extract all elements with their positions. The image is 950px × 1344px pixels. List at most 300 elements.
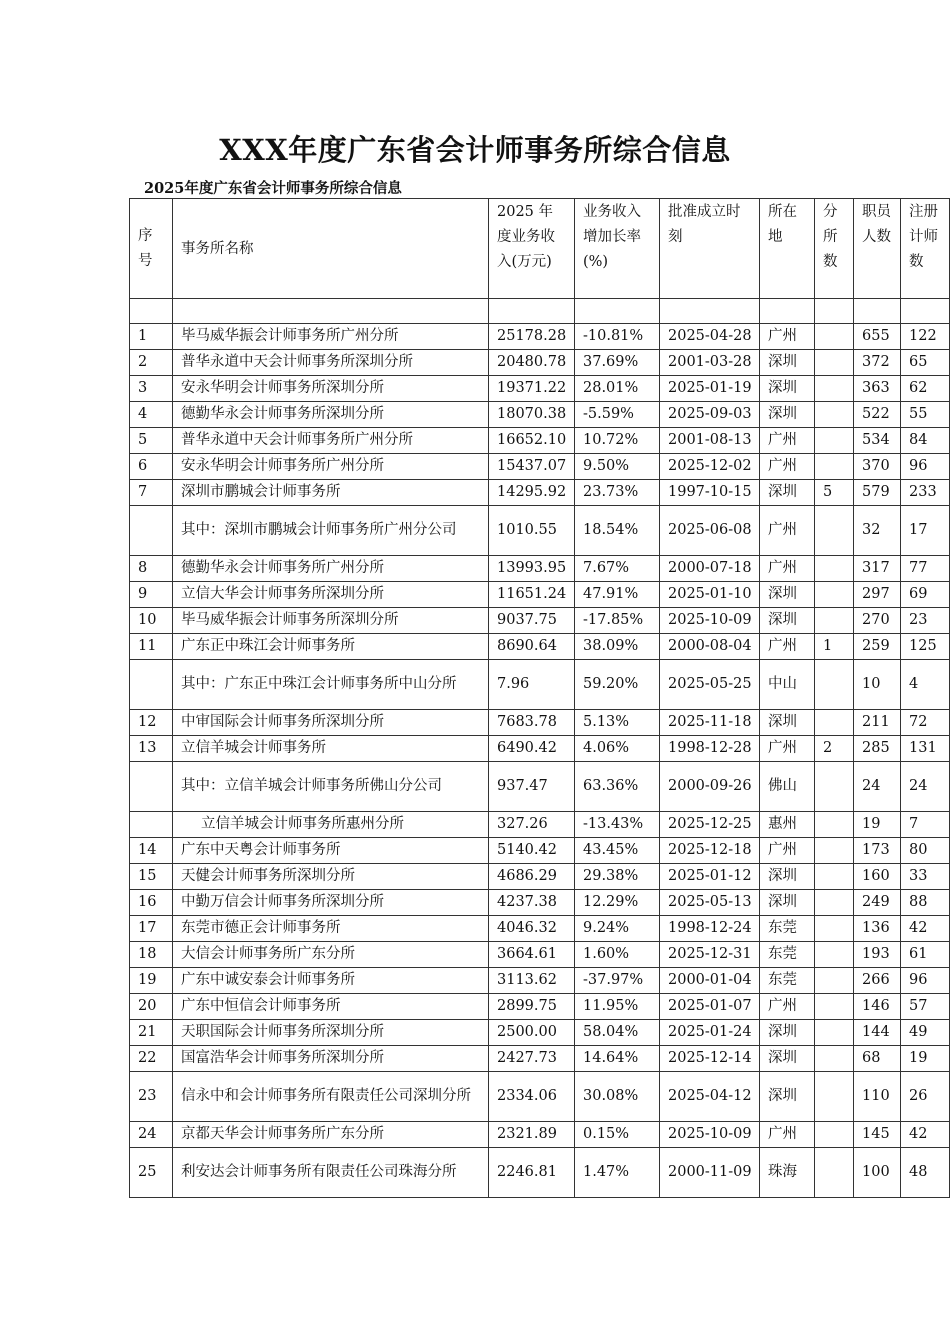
cell-branches — [815, 1122, 854, 1148]
cell-growth: 1.47% — [575, 1148, 660, 1198]
cell-seq: 6 — [130, 454, 173, 480]
cell-growth: 1.60% — [575, 942, 660, 968]
cell-staff: 110 — [854, 1072, 901, 1122]
cell-growth: 9.24% — [575, 916, 660, 942]
cell-revenue: 2246.81 — [489, 1148, 575, 1198]
cell-cpas: 96 — [901, 454, 950, 480]
cell-revenue: 2334.06 — [489, 1072, 575, 1122]
cell-revenue: 9037.75 — [489, 608, 575, 634]
cell-name: 其中：深圳市鹏城会计师事务所广州分公司 — [173, 506, 489, 556]
cell-branches — [815, 582, 854, 608]
cell-cpas: 57 — [901, 994, 950, 1020]
cell-location: 惠州 — [760, 812, 815, 838]
cell-growth: 18.54% — [575, 506, 660, 556]
cell-branches: 2 — [815, 736, 854, 762]
cell-branches — [815, 402, 854, 428]
cell-branches — [815, 556, 854, 582]
cell-date: 2025-05-13 — [660, 890, 760, 916]
cell-cpas: 84 — [901, 428, 950, 454]
cell-staff: 32 — [854, 506, 901, 556]
table-row — [130, 838, 950, 864]
cell-revenue: 2500.00 — [489, 1020, 575, 1046]
table-row — [130, 762, 950, 812]
cell-date: 2000-09-26 — [660, 762, 760, 812]
cell-date: 2025-01-07 — [660, 994, 760, 1020]
cell-cpas: 77 — [901, 556, 950, 582]
cell-seq: 11 — [130, 634, 173, 660]
cell-cpas: 61 — [901, 942, 950, 968]
table-row — [130, 994, 950, 1020]
cell-staff: 173 — [854, 838, 901, 864]
cell-name: 天职国际会计师事务所深圳分所 — [173, 1020, 489, 1046]
cell-growth: -17.85% — [575, 608, 660, 634]
cell-staff: 297 — [854, 582, 901, 608]
cell-branches — [815, 660, 854, 710]
cell-date: 1998-12-28 — [660, 736, 760, 762]
table-row — [130, 942, 950, 968]
cell-cpas: 49 — [901, 1020, 950, 1046]
cell-branches — [815, 350, 854, 376]
cell-location: 深圳 — [760, 350, 815, 376]
cell-growth: -37.97% — [575, 968, 660, 994]
cell-staff: 144 — [854, 1020, 901, 1046]
cell-location: 深圳 — [760, 864, 815, 890]
table-row — [130, 890, 950, 916]
cell-cpas: 55 — [901, 402, 950, 428]
cell-branches — [815, 1020, 854, 1046]
cell-date: 2025-05-25 — [660, 660, 760, 710]
cell-location: 深圳 — [760, 1020, 815, 1046]
cell-date: 2025-10-09 — [660, 608, 760, 634]
cell-seq: 16 — [130, 890, 173, 916]
table-row — [130, 916, 950, 942]
table-row — [130, 968, 950, 994]
cell-name: 国富浩华会计师事务所深圳分所 — [173, 1046, 489, 1072]
cell-staff: 136 — [854, 916, 901, 942]
cell-seq: 20 — [130, 994, 173, 1020]
cell-cpas: 125 — [901, 634, 950, 660]
cell-seq: 22 — [130, 1046, 173, 1072]
cell-growth: 23.73% — [575, 480, 660, 506]
cell-cpas: 122 — [901, 324, 950, 350]
cell-seq — [130, 660, 173, 710]
table-row — [130, 1072, 950, 1122]
cell-cpas: 4 — [901, 660, 950, 710]
table-row — [130, 864, 950, 890]
cell-location: 深圳 — [760, 1072, 815, 1122]
cell-staff: 193 — [854, 942, 901, 968]
cell-staff: 534 — [854, 428, 901, 454]
cell-seq: 17 — [130, 916, 173, 942]
cell-branches — [815, 942, 854, 968]
cell-cpas: 65 — [901, 350, 950, 376]
cell-location: 深圳 — [760, 582, 815, 608]
cell-seq: 4 — [130, 402, 173, 428]
cell-growth: -5.59% — [575, 402, 660, 428]
cell-growth: -10.81% — [575, 324, 660, 350]
cell-seq: 15 — [130, 864, 173, 890]
cell-location: 广州 — [760, 454, 815, 480]
cell-revenue: 3113.62 — [489, 968, 575, 994]
cell-name: 东莞市德正会计师事务所 — [173, 916, 489, 942]
cell-seq: 21 — [130, 1020, 173, 1046]
cell-date: 2025-12-18 — [660, 838, 760, 864]
cell-location: 广州 — [760, 556, 815, 582]
cell-growth: 43.45% — [575, 838, 660, 864]
cell-growth: -13.43% — [575, 812, 660, 838]
cell-branches — [815, 376, 854, 402]
cell-name: 京都天华会计师事务所广东分所 — [173, 1122, 489, 1148]
cell-date: 2025-01-19 — [660, 376, 760, 402]
cell-growth: 14.64% — [575, 1046, 660, 1072]
table-row — [130, 608, 950, 634]
cell-location: 珠海 — [760, 1148, 815, 1198]
cell-seq: 14 — [130, 838, 173, 864]
table-row — [130, 480, 950, 506]
cell-growth: 58.04% — [575, 1020, 660, 1046]
table-row — [130, 736, 950, 762]
cell-date: 2001-08-13 — [660, 428, 760, 454]
cell-growth: 59.20% — [575, 660, 660, 710]
cell-staff: 317 — [854, 556, 901, 582]
cell-staff: 522 — [854, 402, 901, 428]
cell-name: 中勤万信会计师事务所深圳分所 — [173, 890, 489, 916]
cell-seq — [130, 812, 173, 838]
cell-staff: 363 — [854, 376, 901, 402]
cell-date: 2025-12-02 — [660, 454, 760, 480]
table-row — [130, 402, 950, 428]
cell-branches — [815, 608, 854, 634]
cell-location: 中山 — [760, 660, 815, 710]
firm-info-table — [129, 198, 950, 1198]
cell-date: 2025-12-31 — [660, 942, 760, 968]
cell-growth: 0.15% — [575, 1122, 660, 1148]
cell-branches — [815, 1046, 854, 1072]
cell-seq: 12 — [130, 710, 173, 736]
table-row — [130, 556, 950, 582]
cell-staff: 249 — [854, 890, 901, 916]
cell-location: 东莞 — [760, 916, 815, 942]
cell-name: 广东正中珠江会计师事务所 — [173, 634, 489, 660]
cell-branches — [815, 428, 854, 454]
table-header-row — [130, 199, 950, 299]
cell-staff: 655 — [854, 324, 901, 350]
cell-date: 2025-04-28 — [660, 324, 760, 350]
cell-location: 广州 — [760, 1122, 815, 1148]
cell-revenue: 5140.42 — [489, 838, 575, 864]
cell-revenue: 15437.07 — [489, 454, 575, 480]
cell-revenue: 2427.73 — [489, 1046, 575, 1072]
cell-name: 立信羊城会计师事务所 — [173, 736, 489, 762]
cell-cpas: 17 — [901, 506, 950, 556]
cell-cpas: 26 — [901, 1072, 950, 1122]
cell-seq: 23 — [130, 1072, 173, 1122]
cell-seq: 8 — [130, 556, 173, 582]
table-row — [130, 376, 950, 402]
cell-location: 深圳 — [760, 376, 815, 402]
cell-revenue: 14295.92 — [489, 480, 575, 506]
cell-name: 普华永道中天会计师事务所广州分所 — [173, 428, 489, 454]
cell-staff: 19 — [854, 812, 901, 838]
table-caption: 2025年度广东省会计师事务所综合信息 — [144, 180, 402, 197]
header-seq: 序号 — [130, 199, 173, 299]
cell-date: 2000-01-04 — [660, 968, 760, 994]
cell-growth: 5.13% — [575, 710, 660, 736]
cell-growth: 9.50% — [575, 454, 660, 480]
cell-seq: 10 — [130, 608, 173, 634]
cell-date: 2025-11-18 — [660, 710, 760, 736]
cell-seq: 9 — [130, 582, 173, 608]
cell-location: 广州 — [760, 428, 815, 454]
cell-growth: 29.38% — [575, 864, 660, 890]
table-row — [130, 660, 950, 710]
cell-staff: 270 — [854, 608, 901, 634]
cell-seq: 18 — [130, 942, 173, 968]
cell-date: 2025-01-10 — [660, 582, 760, 608]
table-row — [130, 454, 950, 480]
cell-cpas: 62 — [901, 376, 950, 402]
cell-seq: 24 — [130, 1122, 173, 1148]
cell-location: 深圳 — [760, 480, 815, 506]
table-row — [130, 506, 950, 556]
cell-revenue: 25178.28 — [489, 324, 575, 350]
cell-name: 毕马威华振会计师事务所深圳分所 — [173, 608, 489, 634]
table-row — [130, 1122, 950, 1148]
cell-cpas: 48 — [901, 1148, 950, 1198]
cell-staff: 10 — [854, 660, 901, 710]
cell-staff: 24 — [854, 762, 901, 812]
cell-staff: 579 — [854, 480, 901, 506]
table-row — [130, 350, 950, 376]
cell-name: 德勤华永会计师事务所广州分所 — [173, 556, 489, 582]
cell-staff: 211 — [854, 710, 901, 736]
cell-name: 其中：立信羊城会计师事务所佛山分公司 — [173, 762, 489, 812]
cell-staff: 266 — [854, 968, 901, 994]
table-row — [130, 812, 950, 838]
cell-revenue: 4046.32 — [489, 916, 575, 942]
cell-name: 天健会计师事务所深圳分所 — [173, 864, 489, 890]
table-row — [130, 634, 950, 660]
cell-seq: 2 — [130, 350, 173, 376]
header-growth: 业务收入增加长率(%) — [575, 199, 660, 299]
cell-staff: 160 — [854, 864, 901, 890]
cell-branches — [815, 454, 854, 480]
cell-branches — [815, 994, 854, 1020]
cell-branches — [815, 890, 854, 916]
cell-cpas: 23 — [901, 608, 950, 634]
cell-date: 2025-04-12 — [660, 1072, 760, 1122]
header-cpas: 注册计师数 — [901, 199, 950, 299]
cell-location: 佛山 — [760, 762, 815, 812]
cell-seq: 1 — [130, 324, 173, 350]
cell-seq: 3 — [130, 376, 173, 402]
cell-seq: 7 — [130, 480, 173, 506]
cell-seq: 25 — [130, 1148, 173, 1198]
cell-cpas: 233 — [901, 480, 950, 506]
cell-date: 2025-01-12 — [660, 864, 760, 890]
cell-date: 2000-07-18 — [660, 556, 760, 582]
cell-revenue: 4686.29 — [489, 864, 575, 890]
cell-cpas: 7 — [901, 812, 950, 838]
cell-seq: 19 — [130, 968, 173, 994]
cell-cpas: 33 — [901, 864, 950, 890]
cell-revenue: 8690.64 — [489, 634, 575, 660]
cell-name: 广东中诚安泰会计师事务所 — [173, 968, 489, 994]
cell-revenue: 2321.89 — [489, 1122, 575, 1148]
cell-name: 毕马威华振会计师事务所广州分所 — [173, 324, 489, 350]
cell-staff: 68 — [854, 1046, 901, 1072]
cell-staff: 372 — [854, 350, 901, 376]
cell-branches — [815, 506, 854, 556]
table-row — [130, 428, 950, 454]
cell-branches — [815, 864, 854, 890]
cell-name: 广东中天粤会计师事务所 — [173, 838, 489, 864]
table-row — [130, 1046, 950, 1072]
cell-revenue: 1010.55 — [489, 506, 575, 556]
header-location: 所在地 — [760, 199, 815, 299]
cell-seq — [130, 762, 173, 812]
header-date: 批准成立时刻 — [660, 199, 760, 299]
cell-name: 立信羊城会计师事务所惠州分所 — [173, 812, 489, 838]
cell-staff: 146 — [854, 994, 901, 1020]
table-row — [130, 1148, 950, 1198]
cell-growth: 10.72% — [575, 428, 660, 454]
cell-location: 广州 — [760, 994, 815, 1020]
cell-cpas: 19 — [901, 1046, 950, 1072]
cell-location: 广州 — [760, 634, 815, 660]
cell-cpas: 80 — [901, 838, 950, 864]
cell-revenue: 4237.38 — [489, 890, 575, 916]
cell-revenue: 2899.75 — [489, 994, 575, 1020]
cell-growth: 4.06% — [575, 736, 660, 762]
cell-revenue: 18070.38 — [489, 402, 575, 428]
cell-growth: 11.95% — [575, 994, 660, 1020]
cell-location: 深圳 — [760, 890, 815, 916]
table-row — [130, 324, 950, 350]
cell-date: 2025-01-24 — [660, 1020, 760, 1046]
cell-name: 其中：广东正中珠江会计师事务所中山分所 — [173, 660, 489, 710]
cell-growth: 12.29% — [575, 890, 660, 916]
cell-location: 深圳 — [760, 608, 815, 634]
blank-row — [130, 299, 950, 324]
cell-cpas: 24 — [901, 762, 950, 812]
document-title: XXX年度广东省会计师事务所综合信息 — [219, 133, 731, 167]
cell-cpas: 131 — [901, 736, 950, 762]
cell-branches — [815, 1148, 854, 1198]
cell-name: 德勤华永会计师事务所深圳分所 — [173, 402, 489, 428]
cell-revenue: 3664.61 — [489, 942, 575, 968]
header-name: 事务所名称 — [173, 199, 489, 299]
cell-staff: 370 — [854, 454, 901, 480]
cell-location: 广州 — [760, 324, 815, 350]
cell-growth: 28.01% — [575, 376, 660, 402]
cell-location: 东莞 — [760, 942, 815, 968]
cell-growth: 63.36% — [575, 762, 660, 812]
cell-revenue: 937.47 — [489, 762, 575, 812]
cell-name: 信永中和会计师事务所有限责任公司深圳分所 — [173, 1072, 489, 1122]
cell-branches — [815, 762, 854, 812]
cell-revenue: 19371.22 — [489, 376, 575, 402]
cell-revenue: 327.26 — [489, 812, 575, 838]
cell-growth: 47.91% — [575, 582, 660, 608]
table-row — [130, 710, 950, 736]
cell-date: 2000-08-04 — [660, 634, 760, 660]
cell-branches: 5 — [815, 480, 854, 506]
cell-branches — [815, 1072, 854, 1122]
cell-name: 中审国际会计师事务所深圳分所 — [173, 710, 489, 736]
cell-name: 利安达会计师事务所有限责任公司珠海分所 — [173, 1148, 489, 1198]
cell-location: 深圳 — [760, 402, 815, 428]
cell-date: 2025-10-09 — [660, 1122, 760, 1148]
table-row — [130, 1020, 950, 1046]
cell-name: 立信大华会计师事务所深圳分所 — [173, 582, 489, 608]
cell-revenue: 11651.24 — [489, 582, 575, 608]
cell-revenue: 6490.42 — [489, 736, 575, 762]
cell-seq — [130, 506, 173, 556]
cell-location: 深圳 — [760, 710, 815, 736]
cell-revenue: 16652.10 — [489, 428, 575, 454]
cell-staff: 100 — [854, 1148, 901, 1198]
cell-cpas: 72 — [901, 710, 950, 736]
cell-date: 2025-06-08 — [660, 506, 760, 556]
cell-branches — [815, 916, 854, 942]
cell-branches — [815, 838, 854, 864]
cell-location: 广州 — [760, 736, 815, 762]
cell-staff: 145 — [854, 1122, 901, 1148]
table-row — [130, 582, 950, 608]
header-revenue: 2025 年度业务收入(万元) — [489, 199, 575, 299]
cell-growth: 38.09% — [575, 634, 660, 660]
cell-cpas: 96 — [901, 968, 950, 994]
cell-cpas: 88 — [901, 890, 950, 916]
cell-date: 2025-09-03 — [660, 402, 760, 428]
cell-name: 大信会计师事务所广东分所 — [173, 942, 489, 968]
cell-branches: 1 — [815, 634, 854, 660]
cell-date: 1998-12-24 — [660, 916, 760, 942]
cell-date: 2001-03-28 — [660, 350, 760, 376]
cell-date: 2000-11-09 — [660, 1148, 760, 1198]
cell-branches — [815, 324, 854, 350]
cell-name: 普华永道中天会计师事务所深圳分所 — [173, 350, 489, 376]
cell-date: 2025-12-25 — [660, 812, 760, 838]
cell-revenue: 7683.78 — [489, 710, 575, 736]
cell-location: 广州 — [760, 506, 815, 556]
cell-cpas: 69 — [901, 582, 950, 608]
cell-name: 安永华明会计师事务所深圳分所 — [173, 376, 489, 402]
cell-date: 1997-10-15 — [660, 480, 760, 506]
cell-name: 广东中恒信会计师事务所 — [173, 994, 489, 1020]
cell-branches — [815, 968, 854, 994]
cell-cpas: 42 — [901, 916, 950, 942]
cell-name: 深圳市鹏城会计师事务所 — [173, 480, 489, 506]
cell-growth: 30.08% — [575, 1072, 660, 1122]
cell-revenue: 20480.78 — [489, 350, 575, 376]
cell-branches — [815, 710, 854, 736]
cell-seq: 13 — [130, 736, 173, 762]
cell-growth: 7.67% — [575, 556, 660, 582]
cell-growth: 37.69% — [575, 350, 660, 376]
cell-name: 安永华明会计师事务所广州分所 — [173, 454, 489, 480]
header-staff: 职员人数 — [854, 199, 901, 299]
cell-cpas: 42 — [901, 1122, 950, 1148]
cell-seq: 5 — [130, 428, 173, 454]
header-branches: 分所数 — [815, 199, 854, 299]
cell-date: 2025-12-14 — [660, 1046, 760, 1072]
cell-branches — [815, 812, 854, 838]
cell-location: 深圳 — [760, 1046, 815, 1072]
cell-staff: 285 — [854, 736, 901, 762]
cell-revenue: 13993.95 — [489, 556, 575, 582]
